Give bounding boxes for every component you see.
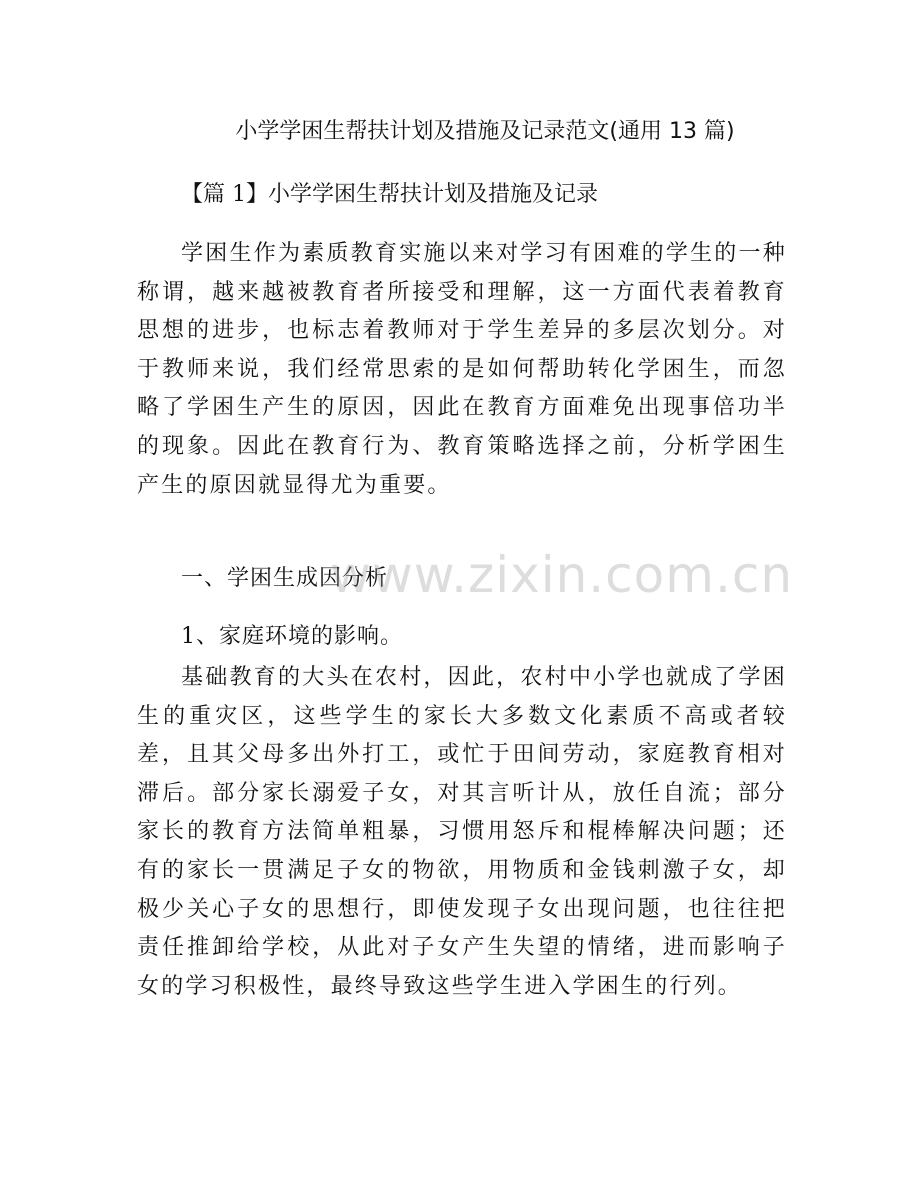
- body-paragraph-2: [137, 659, 787, 1006]
- paragraph-1-text: 学困生作为素质教育实施以来对学习有困难的学生的一种称谓，越来越被教育者所接受和理解，这一方面代表着教育思想的进步，也标志着教师对于学生差异的多层次划分。对于教师来说，我们经常思索的是如何帮助转化学困生，而忽略了学困生产生的原因，因此在教育方面难免出现事倍功半的现象。因此在教育行为、教育策略选择之前，分析学困生产生的原因就显得尤为重要。: [137, 241, 787, 498]
- section-heading: 【篇 1】小学学困生帮扶计划及措施及记录: [181, 182, 598, 207]
- watermark: www.zixin.com.cn: [330, 546, 794, 604]
- subheading-family-environment: 1、家庭环境的影响。: [181, 624, 403, 649]
- body-paragraph-1: [137, 235, 787, 505]
- paragraph-2-text: 基础教育的大头在农村，因此，农村中小学也就成了学困生的重灾区，这些学生的家长大多数文化素质不高或者较差，且其父母多出外打工，或忙于田间劳动，家庭教育相对滞后。部分家长溺爱子女，对其言听计从，放任自流；部分家长的教育方法简单粗暴，习惯用怒斥和棍棒解决问题；还有的家长一贯满足子女的物欲，用物质和金钱刺激子女，却极少关心子女的思想行，即使发现子女出现问题，也往往把责任推卸给学校，从此对子女产生失望的情绪，进而影响子女的学习积极性，最终导致这些学生进入学困生的行列。: [137, 665, 787, 999]
- subheading-causes: 一、学困生成因分析: [181, 566, 389, 591]
- document-title: 小学学困生帮扶计划及措施及记录范文(通用 13 篇): [235, 119, 735, 144]
